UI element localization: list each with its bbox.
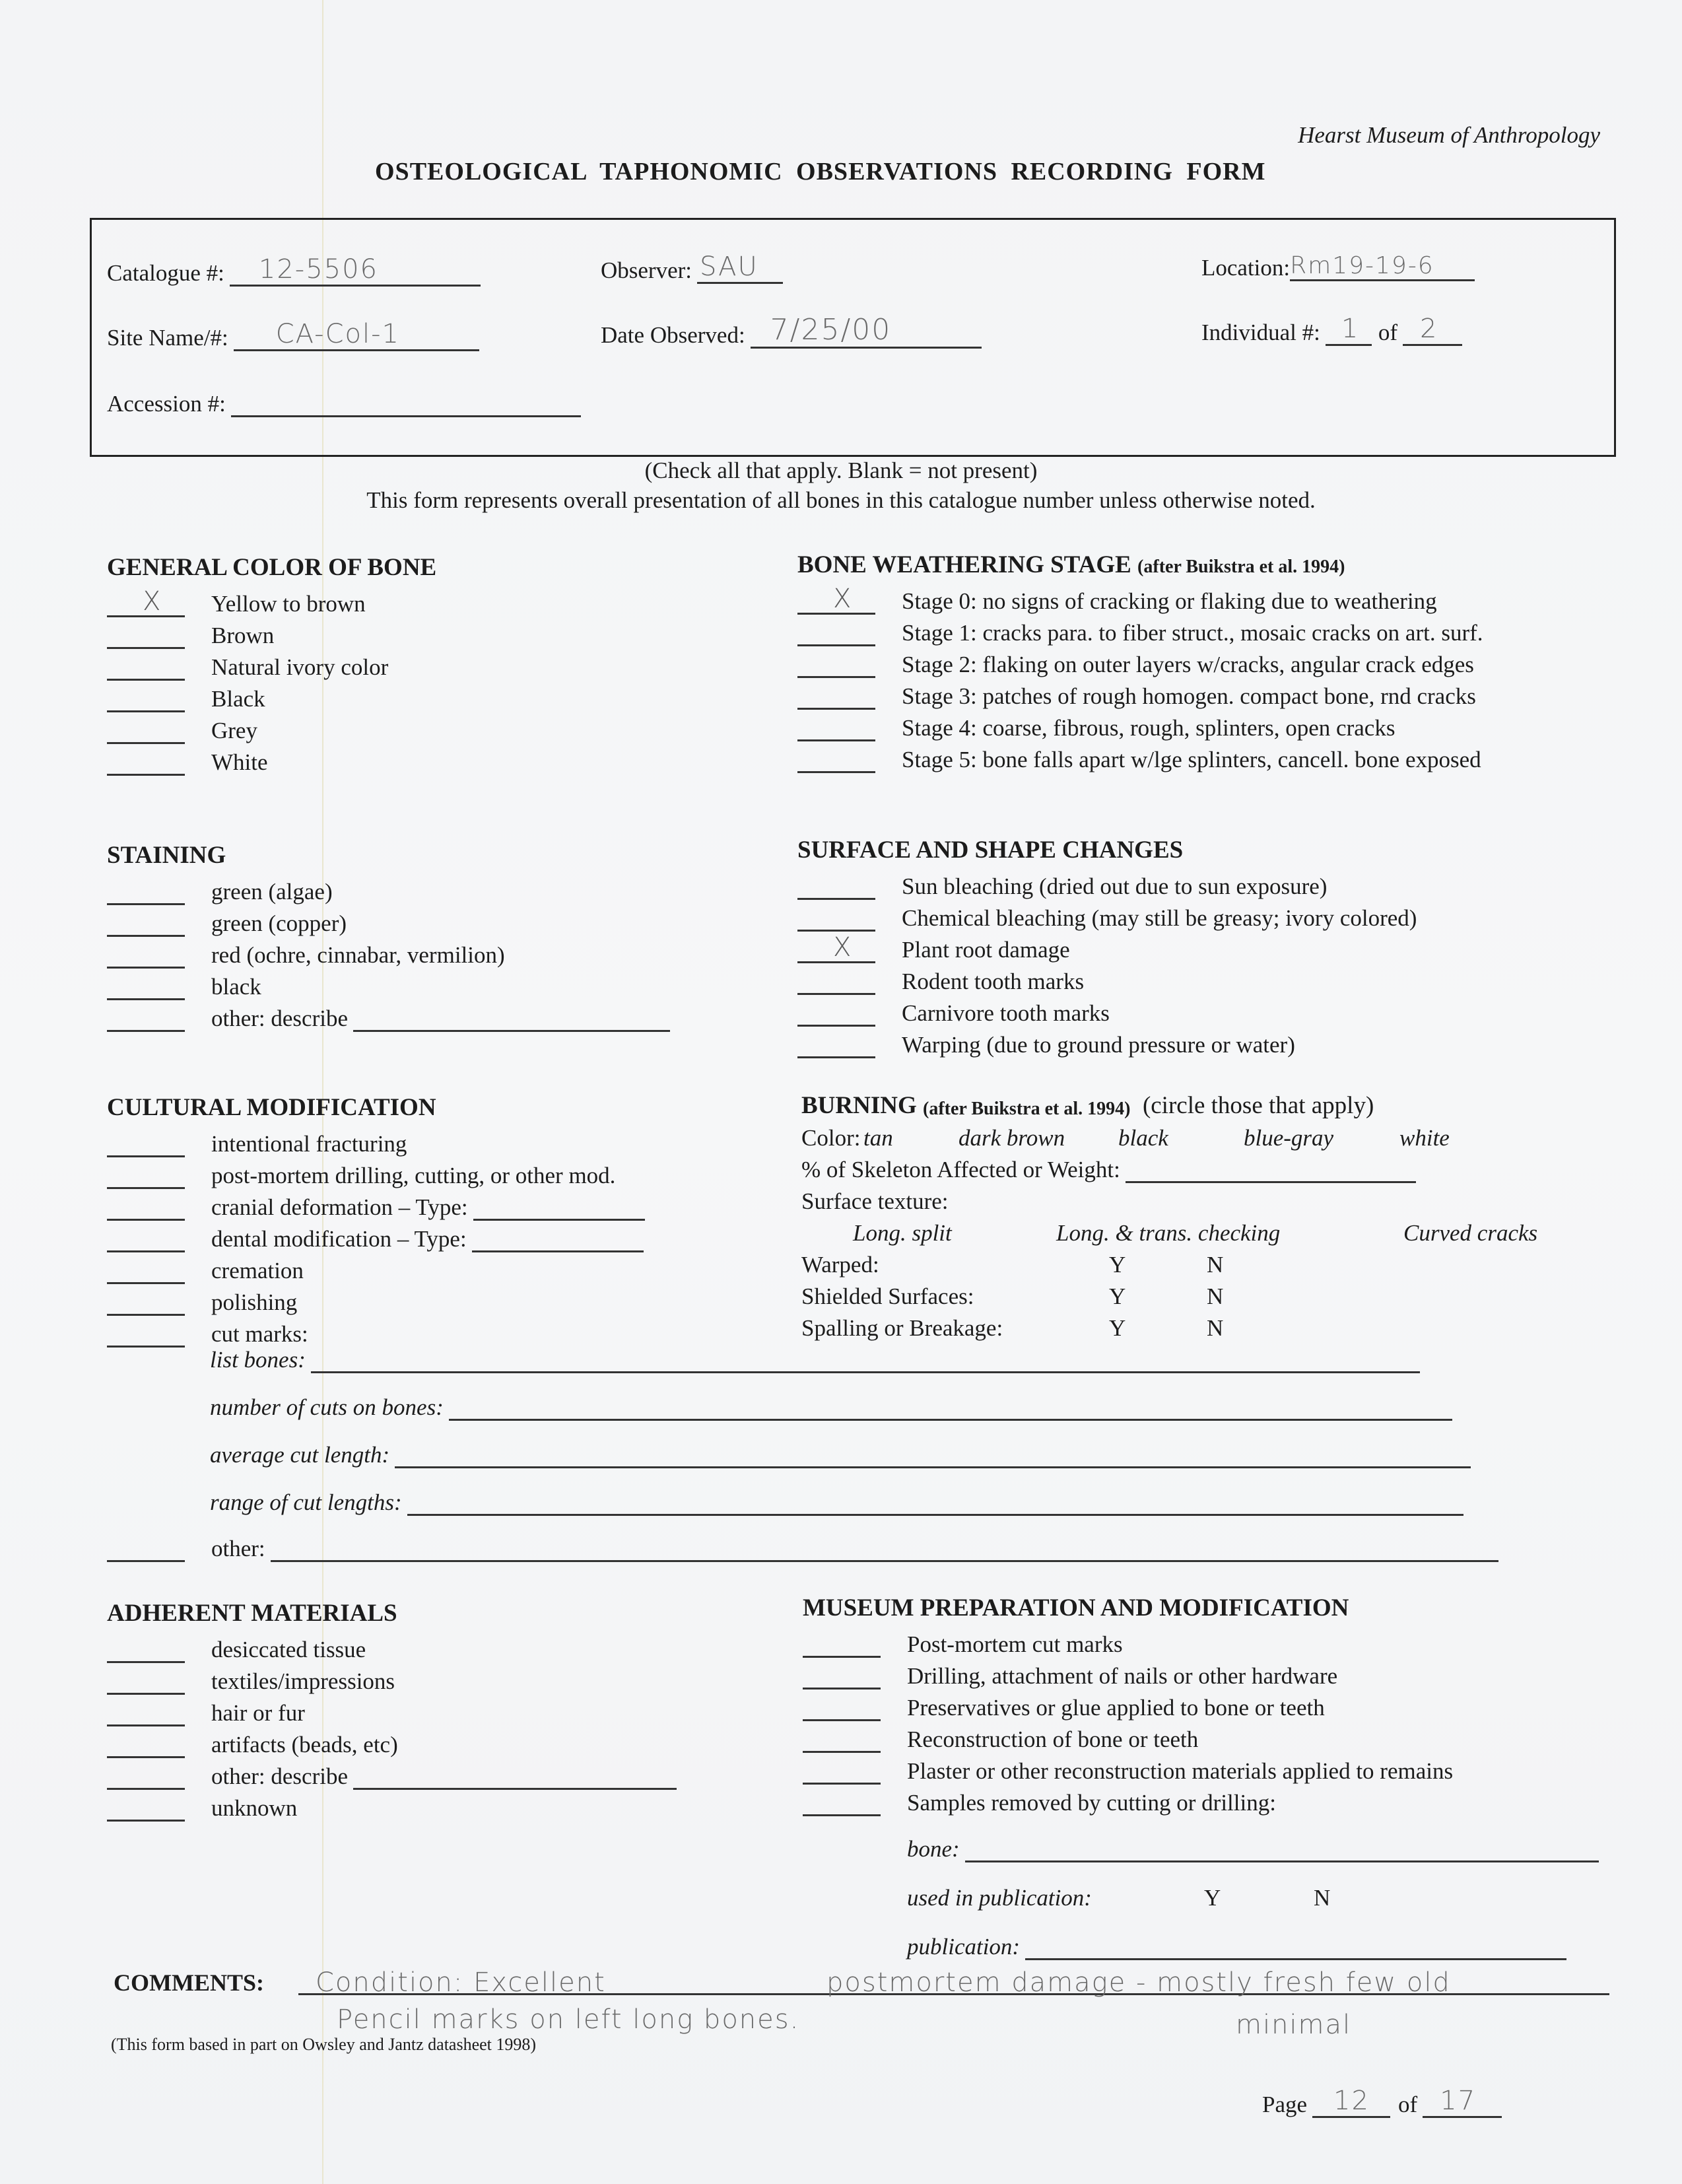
checklist-item bbox=[107, 1221, 645, 1252]
section-heading: CULTURAL MODIFICATION bbox=[107, 1094, 436, 1121]
describe-input[interactable] bbox=[472, 1229, 644, 1252]
check-blank[interactable] bbox=[803, 1728, 881, 1753]
section-heading: SURFACE AND SHAPE CHANGES bbox=[797, 836, 1184, 864]
checklist-item bbox=[803, 1658, 1599, 1689]
checklist-item bbox=[107, 712, 436, 744]
check-blank[interactable] bbox=[803, 1791, 881, 1816]
form-footnote: (This form based in part on Owsley and Jantz datasheet 1998) bbox=[111, 2035, 537, 2054]
texture-long-split[interactable]: Long. split bbox=[853, 1220, 952, 1246]
yn-label: Spalling or Breakage: bbox=[801, 1315, 1003, 1341]
checklist-item bbox=[107, 617, 436, 649]
yn-label: Warped: bbox=[801, 1252, 879, 1278]
check-blank[interactable] bbox=[107, 1796, 185, 1822]
burn-color-tan[interactable]: tan bbox=[863, 1125, 893, 1151]
site-field: Site Name/#: CA-Col-1 bbox=[107, 324, 479, 351]
page-current-input[interactable]: 12 bbox=[1312, 2090, 1390, 2118]
list-bones-input[interactable] bbox=[311, 1349, 1420, 1373]
item-label: Preservatives or glue applied to bone or teeth bbox=[907, 1695, 1325, 1721]
check-blank[interactable] bbox=[797, 1002, 875, 1027]
checklist-item bbox=[797, 932, 1417, 963]
checklist-item bbox=[797, 741, 1483, 773]
burning-yn-row bbox=[801, 1246, 1528, 1278]
date-input[interactable]: 7/25/00 bbox=[751, 321, 982, 349]
check-blank[interactable] bbox=[797, 621, 875, 646]
range-cut-input[interactable] bbox=[407, 1492, 1463, 1516]
section-heading: ADHERENT MATERIALS bbox=[107, 1600, 397, 1627]
checklist-item bbox=[797, 868, 1417, 900]
check-blank[interactable] bbox=[107, 1638, 185, 1663]
instruction-check: (Check all that apply. Blank = not present) bbox=[644, 458, 1038, 483]
checklist-item bbox=[107, 681, 436, 712]
comments-label: COMMENTS: bbox=[114, 1969, 264, 1996]
check-blank[interactable] bbox=[803, 1633, 881, 1658]
item-label: Plaster or other reconstruction materials applied to remains bbox=[907, 1758, 1454, 1784]
describe-input[interactable] bbox=[473, 1197, 645, 1221]
burning-yn-row bbox=[801, 1278, 1528, 1310]
page-number: Page 12 of 17 bbox=[1262, 2090, 1502, 2118]
check-blank[interactable] bbox=[107, 586, 185, 617]
check-mark-icon: X bbox=[833, 584, 852, 614]
texture-curved-cracks[interactable]: Curved cracks bbox=[1403, 1220, 1538, 1246]
item-label: Stage 5: bone falls apart w/lge splinters, cancell. bone exposed bbox=[902, 747, 1481, 772]
item-label: Stage 2: flaking on outer layers w/cracks, angular crack edges bbox=[902, 652, 1474, 677]
burn-color-white[interactable]: white bbox=[1399, 1125, 1450, 1151]
checklist-item bbox=[107, 586, 436, 617]
yes-option[interactable]: Y bbox=[1109, 1283, 1126, 1309]
no-option[interactable]: N bbox=[1207, 1315, 1224, 1341]
item-label: green (copper) bbox=[211, 910, 347, 936]
comment-minimal: minimal bbox=[1236, 2010, 1352, 2040]
observer-field: Observer: SAU bbox=[601, 256, 783, 284]
page-total-input[interactable]: 17 bbox=[1423, 2090, 1502, 2118]
number-cuts-field: number of cuts on bones: bbox=[210, 1394, 1452, 1421]
item-label: Reconstruction of bone or teeth bbox=[907, 1726, 1199, 1752]
section-burning bbox=[801, 1088, 1538, 1342]
accession-input[interactable] bbox=[231, 390, 581, 417]
checklist-item bbox=[107, 649, 436, 681]
burning-yn-row bbox=[801, 1310, 1528, 1342]
item-label: Black bbox=[211, 686, 265, 712]
item-label: Natural ivory color bbox=[211, 654, 389, 680]
checklist-item bbox=[107, 1126, 645, 1157]
burning-texture-row bbox=[801, 1215, 1538, 1246]
check-blank[interactable] bbox=[797, 653, 875, 678]
section-staining bbox=[107, 841, 670, 1032]
comment-postmortem: postmortem damage - mostly fresh few old bbox=[826, 1967, 1451, 1998]
check-blank[interactable] bbox=[797, 906, 875, 932]
catalogue-field: Catalogue #: 12-5506 bbox=[107, 259, 481, 287]
section-heading: BURNING (after Buikstra et al. 1994) (circle those that apply) bbox=[801, 1092, 1374, 1119]
item-label: Drilling, attachment of nails or other hardware bbox=[907, 1663, 1338, 1689]
checklist-item bbox=[803, 1753, 1599, 1785]
item-label: Stage 4: coarse, fibrous, rough, splinters, open cracks bbox=[902, 715, 1396, 741]
checklist-item bbox=[107, 1663, 677, 1695]
item-label: polishing bbox=[211, 1289, 298, 1315]
catalogue-input[interactable]: 12-5506 bbox=[230, 259, 481, 287]
check-blank[interactable] bbox=[797, 716, 875, 741]
individual-total-input[interactable]: 2 bbox=[1403, 318, 1462, 346]
check-blank[interactable] bbox=[107, 1227, 185, 1252]
item-label: cremation bbox=[211, 1258, 304, 1283]
item-label: Carnivore tooth marks bbox=[902, 1000, 1110, 1026]
used-in-publication-row: used in publication: Y N bbox=[907, 1885, 1331, 1911]
checklist-item bbox=[107, 937, 670, 969]
check-mark-icon: X bbox=[143, 586, 161, 617]
burning-percent-input[interactable] bbox=[1126, 1159, 1416, 1183]
no-option[interactable]: N bbox=[1207, 1283, 1224, 1309]
list-bones-field: list bones: bbox=[210, 1347, 1420, 1373]
check-blank[interactable] bbox=[797, 932, 875, 963]
item-label: unknown bbox=[211, 1795, 298, 1821]
yn-label: Shielded Surfaces: bbox=[801, 1283, 974, 1309]
burning-percent-row: % of Skeleton Affected or Weight: bbox=[801, 1151, 1528, 1183]
check-blank[interactable] bbox=[107, 687, 185, 712]
texture-long-trans-checking[interactable]: Long. & trans. checking bbox=[1056, 1220, 1281, 1246]
item-label: White bbox=[211, 749, 268, 775]
item-label: Warping (due to ground pressure or water) bbox=[902, 1032, 1295, 1058]
check-blank[interactable] bbox=[107, 880, 185, 905]
check-blank[interactable] bbox=[107, 1259, 185, 1284]
yes-option[interactable]: Y bbox=[1109, 1252, 1126, 1278]
used-publication-yes[interactable]: Y bbox=[1204, 1885, 1221, 1911]
site-input[interactable]: CA-Col-1 bbox=[234, 324, 479, 351]
item-label: cut marks: bbox=[211, 1321, 308, 1347]
item-label: green (algae) bbox=[211, 879, 333, 904]
section-adherent bbox=[107, 1599, 677, 1822]
item-label: artifacts (beads, etc) bbox=[211, 1732, 398, 1757]
checklist-item bbox=[797, 646, 1483, 678]
item-label: desiccated tissue bbox=[211, 1637, 366, 1662]
checklist-item bbox=[797, 963, 1417, 995]
describe-input[interactable] bbox=[353, 1766, 677, 1790]
check-blank[interactable] bbox=[803, 1759, 881, 1785]
comment-condition: Condition: Excellent bbox=[316, 1967, 606, 1998]
item-label: Plant root damage bbox=[902, 937, 1070, 963]
publication-field: publication: bbox=[907, 1911, 1599, 1960]
individual-input[interactable]: 1 bbox=[1326, 318, 1372, 346]
check-blank[interactable] bbox=[797, 748, 875, 773]
checklist-item bbox=[797, 995, 1417, 1027]
checklist-item bbox=[107, 1695, 677, 1726]
form-title: OSTEOLOGICAL TAPHONOMIC OBSERVATIONS RECORDING FORM bbox=[375, 158, 1266, 186]
section-surface bbox=[797, 836, 1417, 1058]
burning-surface-label: Surface texture: bbox=[801, 1188, 949, 1214]
checklist-item bbox=[107, 1284, 645, 1316]
item-label: Grey bbox=[211, 718, 257, 743]
individual-field: Individual #: 1 of 2 bbox=[1201, 318, 1462, 346]
check-blank[interactable] bbox=[797, 875, 875, 900]
checklist-item bbox=[107, 1000, 670, 1032]
check-blank[interactable] bbox=[107, 1007, 185, 1032]
checklist-item bbox=[107, 1316, 645, 1348]
section-weathering bbox=[797, 551, 1483, 773]
item-label: black bbox=[211, 974, 261, 1000]
checklist-item bbox=[107, 1790, 677, 1822]
used-publication-no[interactable]: N bbox=[1314, 1885, 1331, 1911]
check-blank[interactable] bbox=[107, 1733, 185, 1758]
checklist-item bbox=[107, 1252, 645, 1284]
accession-field: Accession #: bbox=[107, 390, 581, 417]
item-label: other: describe bbox=[211, 1006, 348, 1031]
checklist-item bbox=[107, 1157, 645, 1189]
check-blank[interactable] bbox=[107, 1164, 185, 1189]
check-blank[interactable] bbox=[803, 1696, 881, 1721]
checklist-item bbox=[107, 873, 670, 905]
describe-input[interactable] bbox=[353, 1008, 670, 1032]
no-option[interactable]: N bbox=[1207, 1252, 1224, 1278]
item-label: hair or fur bbox=[211, 1700, 305, 1726]
check-blank[interactable] bbox=[107, 1670, 185, 1695]
location-field: Location: Rm19-19-6 bbox=[1201, 254, 1475, 281]
check-blank[interactable] bbox=[107, 1765, 185, 1790]
item-label: Samples removed by cutting or drilling: bbox=[907, 1790, 1276, 1816]
instruction-overall: This form represents overall presentation of all bones in this catalogue number unless otherwise noted. bbox=[366, 487, 1316, 513]
cultural-other-field: other: bbox=[107, 1536, 1498, 1562]
item-label: Stage 0: no signs of cracking or flaking due to weathering bbox=[902, 588, 1437, 614]
section-heading: GENERAL COLOR OF BONE bbox=[107, 554, 437, 581]
yes-option[interactable]: Y bbox=[1109, 1315, 1126, 1341]
prep-bone-input[interactable] bbox=[965, 1839, 1599, 1862]
check-blank[interactable] bbox=[107, 1291, 185, 1316]
checklist-item bbox=[797, 710, 1483, 741]
item-label: Brown bbox=[211, 623, 275, 648]
check-blank[interactable] bbox=[107, 1322, 185, 1348]
check-blank[interactable] bbox=[107, 751, 185, 776]
item-label: Sun bleaching (dried out due to sun exposure) bbox=[902, 873, 1328, 899]
checklist-item bbox=[107, 1726, 677, 1758]
burn-color-black[interactable]: black bbox=[1118, 1125, 1168, 1151]
check-blank[interactable] bbox=[797, 584, 875, 615]
checklist-item bbox=[797, 583, 1483, 615]
checklist-item bbox=[107, 744, 436, 776]
cultural-other-checkbox[interactable] bbox=[107, 1537, 185, 1562]
check-blank[interactable] bbox=[107, 912, 185, 937]
item-label: other: describe bbox=[211, 1763, 348, 1789]
check-blank[interactable] bbox=[797, 970, 875, 995]
check-blank[interactable] bbox=[107, 975, 185, 1000]
section-heading: MUSEUM PREPARATION AND MODIFICATION bbox=[803, 1594, 1349, 1621]
date-field: Date Observed: 7/25/00 bbox=[601, 321, 982, 349]
item-label: red (ochre, cinnabar, vermilion) bbox=[211, 942, 505, 968]
observer-input[interactable]: SAU bbox=[697, 256, 783, 284]
range-cut-field: range of cut lengths: bbox=[210, 1489, 1463, 1516]
section-general-color bbox=[107, 553, 436, 776]
check-blank[interactable] bbox=[107, 1132, 185, 1157]
checklist-item bbox=[803, 1689, 1599, 1721]
section-heading: BONE WEATHERING STAGE (after Buikstra et al. 1994) bbox=[797, 551, 1345, 578]
section-cultural bbox=[107, 1093, 645, 1348]
check-blank[interactable] bbox=[107, 943, 185, 969]
checklist-item bbox=[803, 1785, 1599, 1816]
burn-color-blue-gray[interactable]: blue-gray bbox=[1244, 1125, 1334, 1151]
location-input[interactable]: Rm19-19-6 bbox=[1290, 254, 1475, 281]
checklist-item bbox=[107, 905, 670, 937]
check-mark-icon: X bbox=[833, 932, 852, 963]
check-blank[interactable] bbox=[797, 685, 875, 710]
item-label: Yellow to brown bbox=[211, 591, 366, 617]
check-blank[interactable] bbox=[107, 719, 185, 744]
check-blank[interactable] bbox=[803, 1664, 881, 1689]
checklist-item bbox=[797, 900, 1417, 932]
item-label: cranial deformation – Type: bbox=[211, 1194, 468, 1220]
publication-input[interactable] bbox=[1025, 1936, 1566, 1960]
section-heading: STAINING bbox=[107, 842, 226, 869]
average-cut-field: average cut length: bbox=[210, 1442, 1471, 1468]
item-label: post-mortem drilling, cutting, or other mod. bbox=[211, 1163, 616, 1188]
checklist-item bbox=[107, 1758, 677, 1790]
item-label: Post-mortem cut marks bbox=[907, 1631, 1123, 1657]
museum-name: Hearst Museum of Anthropology bbox=[1298, 122, 1600, 148]
checklist-item bbox=[107, 1631, 677, 1663]
section-museum-prep bbox=[803, 1594, 1599, 1960]
burn-color-dark-brown[interactable]: dark brown bbox=[959, 1125, 1065, 1151]
item-label: dental modification – Type: bbox=[211, 1226, 467, 1252]
prep-bone-field: bone: bbox=[907, 1816, 1599, 1862]
checklist-item bbox=[107, 969, 670, 1000]
number-cuts-input[interactable] bbox=[449, 1397, 1452, 1421]
item-label: Rodent tooth marks bbox=[902, 969, 1085, 994]
checklist-item bbox=[803, 1721, 1599, 1753]
checklist-item bbox=[797, 678, 1483, 710]
item-label: Stage 1: cracks para. to fiber struct., mosaic cracks on art. surf. bbox=[902, 620, 1483, 646]
checklist-item bbox=[803, 1626, 1599, 1658]
check-blank[interactable] bbox=[797, 1033, 875, 1058]
check-blank[interactable] bbox=[107, 656, 185, 681]
item-label: Chemical bleaching (may still be greasy; ivory colored) bbox=[902, 905, 1417, 931]
burning-color-row: Color: tan dark brown black blue-gray white bbox=[801, 1125, 1450, 1151]
item-label: intentional fracturing bbox=[211, 1131, 407, 1157]
checklist-item bbox=[797, 615, 1483, 646]
check-blank[interactable] bbox=[107, 1196, 185, 1221]
cultural-other-input[interactable] bbox=[271, 1538, 1498, 1562]
comment-pencil-marks: Pencil marks on left long bones. bbox=[337, 2004, 800, 2035]
check-blank[interactable] bbox=[107, 624, 185, 649]
check-blank[interactable] bbox=[107, 1701, 185, 1726]
checklist-item bbox=[107, 1189, 645, 1221]
item-label: Stage 3: patches of rough homogen. compact bone, rnd cracks bbox=[902, 683, 1476, 709]
item-label: textiles/impressions bbox=[211, 1668, 395, 1694]
average-cut-input[interactable] bbox=[395, 1445, 1471, 1468]
checklist-item bbox=[797, 1027, 1417, 1058]
